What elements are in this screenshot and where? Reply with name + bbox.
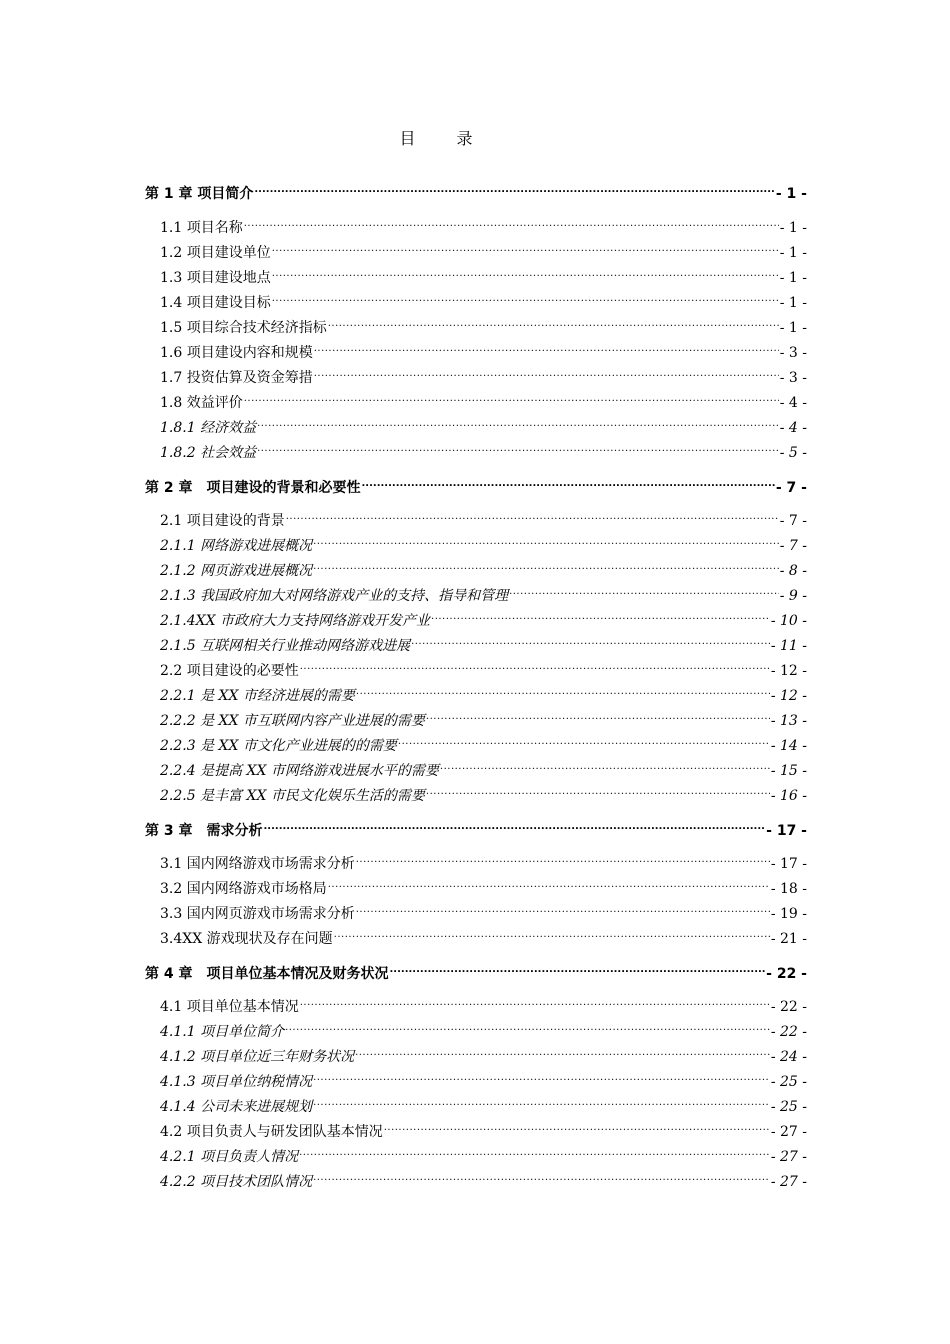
toc-page-number: - 27 - (770, 1124, 807, 1140)
toc-entry-title: 第 3 章 需求分析 (145, 823, 263, 839)
toc-entry-title: 2.1.3 我国政府加大对网络游戏产业的支持、指导和管理 (160, 588, 509, 604)
toc-page-number: - 1 - (779, 270, 807, 286)
toc-page-number: - 5 - (779, 445, 807, 461)
toc-page-number: - 4 - (779, 420, 807, 436)
toc-page-number: - 18 - (770, 881, 807, 897)
toc-entry-title: 第 2 章 项目建设的背景和必要性 (145, 480, 361, 496)
toc-section-entry[interactable] (160, 285, 807, 311)
toc-subsection-entry[interactable] (160, 1014, 807, 1040)
toc-dot-leader (254, 176, 775, 198)
toc-entry-title: 2.1.2 网页游戏进展概况 (160, 563, 313, 579)
toc-dot-leader (440, 753, 770, 775)
toc-dot-leader (314, 335, 779, 357)
toc-dot-leader (431, 603, 770, 625)
toc-page-number: - 11 - (770, 638, 807, 654)
toc-entry-title: 4.1.1 项目单位简介 (160, 1024, 285, 1040)
toc-dot-leader (411, 628, 770, 650)
toc-subsection-entry[interactable] (160, 1089, 807, 1115)
toc-dot-leader (328, 310, 779, 332)
toc-page-number: - 1 - (779, 220, 807, 236)
toc-entry-title: 2.2 项目建设的必要性 (160, 663, 299, 679)
toc-page-number: - 12 - (770, 663, 807, 679)
toc-page-number: - 19 - (770, 906, 807, 922)
toc-dot-leader (285, 1014, 770, 1036)
toc-entry-title: 3.1 国内网络游戏市场需求分析 (160, 856, 355, 872)
toc-entry-title: 第 1 章 项目简介 (145, 186, 254, 202)
toc-page-number: - 13 - (770, 713, 807, 729)
toc-page-number: - 7 - (779, 538, 807, 554)
toc-dot-leader (300, 653, 770, 675)
toc-page-number: - 12 - (770, 688, 807, 704)
toc-entry-title: 4.2.2 项目技术团队情况 (160, 1174, 313, 1190)
toc-chapter-entry[interactable] (145, 176, 807, 202)
toc-page-number: - 7 - (779, 513, 807, 529)
toc-entry-title: 4.1.2 项目单位近三年财务状况 (160, 1049, 355, 1065)
toc-subsection-entry[interactable] (160, 703, 807, 729)
toc-page-number: - 1 - (775, 186, 807, 202)
toc-chapter-entry[interactable] (145, 956, 807, 982)
toc-dot-leader (384, 1114, 770, 1136)
page-title: 目 录 (399, 129, 491, 148)
toc-entry-title: 1.6 项目建设内容和规模 (160, 345, 313, 361)
toc-page-number: - 27 - (770, 1174, 807, 1190)
toc-dot-leader (313, 528, 779, 550)
toc-page-number: - 8 - (779, 563, 807, 579)
toc-dot-leader (299, 1139, 770, 1161)
toc-entry-title: 3.4XX 游戏现状及存在问题 (160, 931, 333, 947)
toc-section-entry[interactable] (160, 1114, 807, 1140)
toc-page-number: - 10 - (770, 613, 807, 629)
toc-page-number: - 25 - (770, 1074, 807, 1090)
toc-subsection-entry[interactable] (160, 528, 807, 554)
toc-page-number: - 25 - (770, 1099, 807, 1115)
toc-section-entry[interactable] (160, 360, 807, 386)
toc-page-number: - 22 - (770, 999, 807, 1015)
toc-subsection-entry[interactable] (160, 410, 807, 436)
toc-subsection-entry[interactable] (160, 678, 807, 704)
toc-subsection-entry[interactable] (160, 553, 807, 579)
toc-section-entry[interactable] (160, 335, 807, 361)
toc-dot-leader (356, 896, 770, 918)
toc-entry-title: 3.3 国内网页游戏市场需求分析 (160, 906, 355, 922)
toc-entry-title: 3.2 国内网络游戏市场格局 (160, 881, 327, 897)
toc-page-number: - 3 - (779, 345, 807, 361)
toc-entry-title: 4.2.1 项目负责人情况 (160, 1149, 299, 1165)
toc-entry-title: 4.1 项目单位基本情况 (160, 999, 299, 1015)
toc-subsection-entry[interactable] (160, 578, 807, 604)
toc-page-number: - 17 - (766, 823, 807, 839)
toc-page-number: - 1 - (779, 320, 807, 336)
toc-section-entry[interactable] (160, 385, 807, 411)
toc-section-entry[interactable] (160, 653, 807, 679)
toc-entry-title: 4.1.4 公司未来进展规划 (160, 1099, 313, 1115)
toc-chapter-entry[interactable] (145, 813, 807, 839)
toc-dot-leader (328, 871, 770, 893)
toc-entry-title: 2.1 项目建设的背景 (160, 513, 285, 529)
toc-entry-title: 1.7 投资估算及资金筹措 (160, 370, 313, 386)
toc-entry-title: 2.2.3 是 XX 市文化产业进展的的需要 (160, 738, 397, 754)
toc-section-entry[interactable] (160, 210, 807, 236)
toc-dot-leader (257, 410, 779, 432)
toc-entry-title: 4.1.3 项目单位纳税情况 (160, 1074, 313, 1090)
toc-dot-leader (426, 778, 770, 800)
toc-section-entry[interactable] (160, 896, 807, 922)
toc-dot-leader (264, 813, 766, 835)
toc-dot-leader (356, 846, 770, 868)
toc-dot-leader (313, 1064, 770, 1086)
toc-dot-leader (272, 235, 779, 257)
toc-subsection-entry[interactable] (160, 628, 807, 654)
toc-entry-title: 2.2.1 是 XX 市经济进展的需要 (160, 688, 355, 704)
toc-dot-leader (356, 678, 770, 700)
toc-dot-leader (244, 385, 779, 407)
toc-entry-title: 1.8.1 经济效益 (160, 420, 257, 436)
toc-entry-title: 第 4 章 项目单位基本情况及财务状况 (145, 966, 389, 982)
toc-page-number: - 16 - (770, 788, 807, 804)
toc-page-number: - 22 - (766, 966, 807, 982)
toc-entry-title: 2.2.4 是提高 XX 市网络游戏进展水平的需要 (160, 763, 439, 779)
toc-page-number: - 14 - (770, 738, 807, 754)
toc-dot-leader (313, 1089, 770, 1111)
toc-dot-leader (313, 1164, 770, 1186)
toc-dot-leader (362, 470, 775, 492)
toc-entry-title: 4.2 项目负责人与研发团队基本情况 (160, 1124, 383, 1140)
toc-page-number: - 3 - (779, 370, 807, 386)
toc-entry-title: 2.1.1 网络游戏进展概况 (160, 538, 313, 554)
toc-dot-leader (313, 553, 779, 575)
toc-dot-leader (334, 921, 770, 943)
toc-dot-leader (286, 503, 779, 525)
toc-section-entry[interactable] (160, 503, 807, 529)
toc-chapter-entry[interactable] (145, 470, 807, 496)
toc-section-entry[interactable] (160, 921, 807, 947)
toc-dot-leader (398, 728, 770, 750)
toc-subsection-entry[interactable] (160, 753, 807, 779)
toc-subsection-entry[interactable] (160, 1039, 807, 1065)
toc-page-number: - 15 - (770, 763, 807, 779)
toc-subsection-entry[interactable] (160, 728, 807, 754)
toc-section-entry[interactable] (160, 989, 807, 1015)
toc-entry-title: 2.2.5 是丰富 XX 市民文化娱乐生活的需要 (160, 788, 425, 804)
toc-page-number: - 24 - (770, 1049, 807, 1065)
toc-entry-title: 1.5 项目综合技术经济指标 (160, 320, 327, 336)
toc-section-entry[interactable] (160, 310, 807, 336)
toc-dot-leader (257, 435, 779, 457)
toc-page-number: - 21 - (770, 931, 807, 947)
toc-entry-title: 1.2 项目建设单位 (160, 245, 271, 261)
toc-entry-title: 1.8.2 社会效益 (160, 445, 257, 461)
toc-entry-title: 1.8 效益评价 (160, 395, 243, 411)
toc-entry-title: 2.1.5 互联网相关行业推动网络游戏进展 (160, 638, 411, 654)
toc-entry-title: 1.3 项目建设地点 (160, 270, 271, 286)
toc-dot-leader (355, 1039, 770, 1061)
toc-page-number: - 27 - (770, 1149, 807, 1165)
toc-dot-leader (300, 989, 770, 1011)
toc-dot-leader (272, 285, 779, 307)
toc-subsection-entry[interactable] (160, 778, 807, 804)
toc-dot-leader (426, 703, 770, 725)
toc-page-number: - 22 - (770, 1024, 807, 1040)
toc-page-number: - 7 - (775, 480, 807, 496)
toc-section-entry[interactable] (160, 235, 807, 261)
toc-dot-leader (272, 260, 779, 282)
toc-dot-leader (509, 578, 779, 600)
toc-page-number: - 4 - (779, 395, 807, 411)
toc-entry-title: 1.4 项目建设目标 (160, 295, 271, 311)
toc-subsection-entry[interactable] (160, 1139, 807, 1165)
toc-page-number: - 9 - (779, 588, 807, 604)
toc-section-entry[interactable] (160, 846, 807, 872)
toc-dot-leader (314, 360, 779, 382)
toc-page-number: - 1 - (779, 245, 807, 261)
toc-entry-title: 2.1.4XX 市政府大力支持网络游戏开发产业 (160, 613, 431, 629)
toc-subsection-entry[interactable] (160, 603, 807, 629)
toc-subsection-entry[interactable] (160, 1064, 807, 1090)
toc-entry-title: 1.1 项目名称 (160, 220, 243, 236)
toc-page-number: - 1 - (779, 295, 807, 311)
toc-entry-title: 2.2.2 是 XX 市互联网内容产业进展的需要 (160, 713, 425, 729)
toc-subsection-entry[interactable] (160, 435, 807, 461)
toc-subsection-entry[interactable] (160, 1164, 807, 1190)
toc-section-entry[interactable] (160, 260, 807, 286)
toc-page-number: - 17 - (770, 856, 807, 872)
toc-dot-leader (244, 210, 779, 232)
toc-section-entry[interactable] (160, 871, 807, 897)
toc-dot-leader (390, 956, 766, 978)
